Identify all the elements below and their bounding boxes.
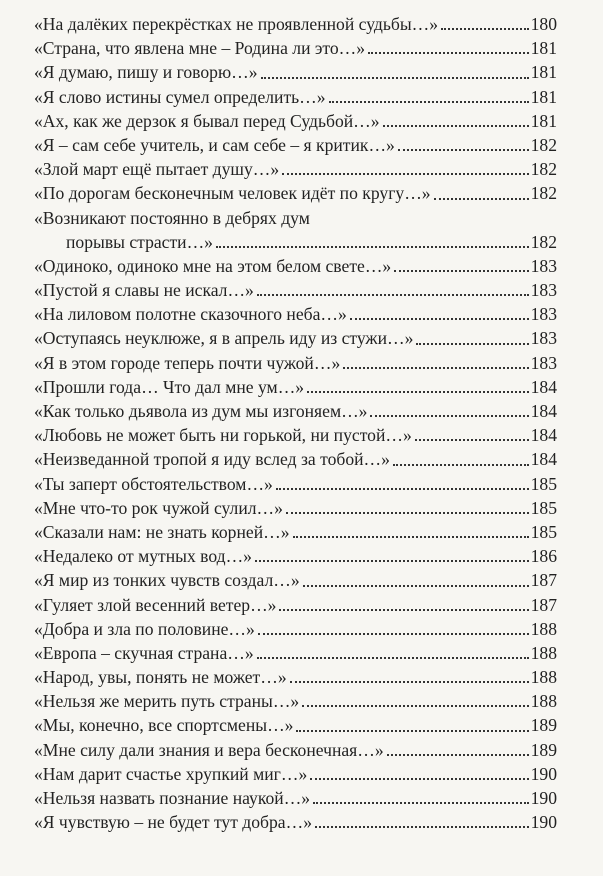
toc-entry bbox=[34, 85, 557, 109]
dot-leader bbox=[383, 125, 529, 127]
toc-entry-page: 185 bbox=[530, 473, 557, 494]
toc-entry-page: 184 bbox=[530, 449, 557, 470]
toc-entry-title: «Оступаясь неуклюже, я в апрель иду из стужи…» bbox=[34, 328, 414, 349]
toc-entry-page: 183 bbox=[530, 280, 557, 301]
toc-entry bbox=[34, 641, 557, 665]
toc-entry-page: 181 bbox=[530, 86, 557, 107]
toc-entry bbox=[34, 496, 557, 520]
toc-entry-title: «Гуляет злой весенний ветер…» bbox=[34, 594, 277, 615]
toc-entry-title: «По дорогам бесконечным человек идёт по кругу…» bbox=[34, 183, 431, 204]
toc-entry-page: 189 bbox=[530, 715, 557, 736]
toc-entry-page: 190 bbox=[530, 763, 557, 784]
dot-leader bbox=[302, 705, 528, 707]
dot-leader bbox=[286, 512, 529, 514]
dot-leader bbox=[329, 101, 529, 103]
toc-entry-title: «Злой март ещё пытает душу…» bbox=[34, 159, 280, 180]
toc-entry bbox=[34, 713, 557, 737]
dot-leader bbox=[257, 657, 529, 659]
toc-entry-page: 190 bbox=[530, 812, 557, 833]
toc-entry-title: «Я думаю, пишу и говорю…» bbox=[34, 62, 258, 83]
toc-entry-title: «Я в этом городе теперь почти чужой…» bbox=[34, 352, 341, 373]
toc-entry bbox=[34, 689, 557, 713]
toc-entry-page: 184 bbox=[530, 401, 557, 421]
toc-entry-page: 182 bbox=[530, 231, 557, 252]
toc-entry-page: 184 bbox=[530, 376, 557, 397]
toc-entry-page: 188 bbox=[530, 691, 557, 712]
toc-entry bbox=[34, 738, 557, 762]
dot-leader bbox=[261, 77, 529, 79]
toc-entry-page: 187 bbox=[530, 594, 557, 615]
dot-leader bbox=[216, 246, 529, 248]
toc-entry-page: 185 bbox=[530, 521, 557, 542]
dot-leader bbox=[255, 560, 529, 562]
toc-entry bbox=[34, 810, 557, 834]
toc-entry bbox=[34, 278, 557, 302]
dot-leader bbox=[257, 294, 529, 296]
dot-leader bbox=[307, 391, 529, 393]
toc-entry-page: 190 bbox=[530, 788, 557, 808]
toc-entry-page: 181 bbox=[530, 110, 557, 131]
toc-entry-page: 189 bbox=[530, 739, 557, 760]
dot-leader bbox=[387, 754, 529, 756]
toc-entry-page: 184 bbox=[530, 425, 557, 446]
toc-entry-title: «Народ, увы, понять не может…» bbox=[34, 667, 287, 688]
toc-entry-title: «Ты заперт обстоятельством…» bbox=[34, 473, 273, 494]
dot-leader bbox=[293, 536, 529, 538]
toc-entry bbox=[34, 568, 557, 592]
toc-entry-title: «Как только дьявола из дум мы изгоняем…» bbox=[34, 401, 368, 421]
toc-entry bbox=[34, 60, 557, 84]
toc-entry-page: 181 bbox=[530, 62, 557, 83]
toc-entry bbox=[34, 375, 557, 399]
toc-entry bbox=[34, 133, 557, 157]
toc-entry bbox=[34, 544, 557, 568]
toc-entry bbox=[34, 762, 557, 786]
toc-entry-title: «Нельзя назвать познание наукой…» bbox=[34, 788, 311, 808]
toc-entry bbox=[34, 423, 557, 447]
toc-entry bbox=[34, 254, 557, 278]
dot-leader bbox=[368, 52, 529, 54]
toc-entry-title: «На лиловом полотне сказочного неба…» bbox=[34, 304, 347, 325]
toc-entry bbox=[34, 520, 557, 544]
toc-entry-title: «Нельзя же мерить путь страны…» bbox=[34, 691, 300, 712]
toc-entry-page: 188 bbox=[530, 618, 557, 639]
dot-leader bbox=[282, 173, 528, 175]
toc-entry-page: 188 bbox=[530, 642, 557, 663]
dot-leader bbox=[303, 585, 529, 587]
toc-entry bbox=[34, 36, 557, 60]
toc-entry-title: «Я мир из тонких чувств создал…» bbox=[34, 570, 300, 591]
toc-entry bbox=[34, 12, 557, 36]
toc-entry bbox=[34, 665, 557, 689]
toc-entry-page: 186 bbox=[530, 546, 557, 567]
toc-entry-page: 181 bbox=[530, 38, 557, 59]
dot-leader bbox=[343, 367, 528, 369]
dot-leader bbox=[258, 633, 529, 635]
toc-entry bbox=[34, 326, 557, 350]
toc-entry-page: 185 bbox=[530, 497, 557, 518]
dot-leader bbox=[416, 343, 528, 345]
dot-leader bbox=[279, 609, 528, 611]
toc-entry-page: 187 bbox=[530, 570, 557, 591]
table-of-contents bbox=[34, 12, 557, 834]
toc-entry bbox=[34, 302, 557, 326]
toc-entry-title: «Недалеко от мутных вод…» bbox=[34, 546, 252, 567]
toc-entry-page: 183 bbox=[530, 304, 557, 325]
dot-leader bbox=[313, 802, 529, 804]
toc-entry-title: «Одиноко, одиноко мне на этом белом свете…» bbox=[34, 255, 392, 276]
toc-entry-title: «Я – сам себе учитель, и сам себе – я критик…» bbox=[34, 134, 395, 155]
dot-leader bbox=[415, 439, 529, 441]
toc-entry bbox=[34, 157, 557, 181]
dot-leader bbox=[290, 681, 529, 683]
toc-entry-title: «На далёких перекрёстках не проявленной судьбы…» bbox=[34, 13, 439, 34]
dot-leader bbox=[310, 778, 528, 780]
toc-entry bbox=[34, 351, 557, 375]
toc-entry-title: «Любовь не может быть ни горькой, ни пустой…» bbox=[34, 425, 412, 446]
toc-entry bbox=[34, 786, 557, 810]
toc-entry-page: 180 bbox=[530, 13, 557, 34]
toc-entry-title: «Прошли года… Что дал мне ум…» bbox=[34, 376, 305, 397]
dot-leader bbox=[370, 415, 528, 417]
toc-entry-page: 183 bbox=[530, 352, 557, 373]
toc-entry-title: «Ах, как же дерзок я бывал перед Судьбой…» bbox=[34, 110, 380, 131]
dot-leader bbox=[394, 270, 528, 272]
toc-entry bbox=[34, 181, 557, 205]
toc-entry-title: «Мне силу дали знания и вера бесконечная…» bbox=[34, 739, 384, 760]
toc-entry-line2 bbox=[34, 230, 557, 254]
toc-entry-title: «Нам дарит счастье хрупкий миг…» bbox=[34, 763, 308, 784]
dot-leader bbox=[350, 318, 529, 320]
toc-entry-page: 182 bbox=[530, 183, 557, 204]
dot-leader bbox=[434, 198, 529, 200]
toc-entry-title: «Пустой я славы не искал…» bbox=[34, 280, 254, 301]
toc-entry-title: «Страна, что явлена мне – Родина ли это…» bbox=[34, 38, 366, 59]
dot-leader bbox=[296, 730, 528, 732]
dot-leader bbox=[393, 464, 529, 466]
toc-entry bbox=[34, 206, 557, 254]
toc-entry-page: 183 bbox=[530, 255, 557, 276]
dot-leader bbox=[276, 488, 529, 490]
toc-entry-page: 182 bbox=[530, 134, 557, 155]
toc-entry-title: «Сказали нам: не знать корней…» bbox=[34, 521, 290, 542]
toc-entry-title: «Я слово истины сумел определить…» bbox=[34, 86, 326, 107]
dot-leader bbox=[398, 149, 529, 151]
toc-entry-page: 183 bbox=[530, 328, 557, 349]
toc-entry-title-line1: «Возникают постоянно в дебрях дум bbox=[34, 207, 310, 228]
toc-entry-title: «Я чувствую – не будет тут добра…» bbox=[34, 812, 312, 833]
toc-entry bbox=[34, 617, 557, 641]
toc-entry bbox=[34, 447, 557, 471]
toc-entry-page: 188 bbox=[530, 667, 557, 688]
dot-leader bbox=[315, 826, 529, 828]
dot-leader bbox=[441, 28, 529, 30]
toc-entry-page: 182 bbox=[530, 159, 557, 180]
toc-entry-title-line2: порывы страсти…» bbox=[66, 231, 213, 252]
toc-entry-title: «Мы, конечно, все спортсмены…» bbox=[34, 715, 294, 736]
toc-entry bbox=[34, 472, 557, 496]
toc-entry-title: «Мне что-то рок чужой сулил…» bbox=[34, 497, 283, 518]
toc-entry bbox=[34, 109, 557, 133]
toc-entry-title: «Европа – скучная страна…» bbox=[34, 642, 254, 663]
toc-entry bbox=[34, 399, 557, 423]
toc-entry bbox=[34, 593, 557, 617]
toc-entry-title: «Добра и зла по половине…» bbox=[34, 618, 255, 639]
toc-entry-title: «Неизведанной тропой я иду вслед за тобой…» bbox=[34, 449, 390, 470]
